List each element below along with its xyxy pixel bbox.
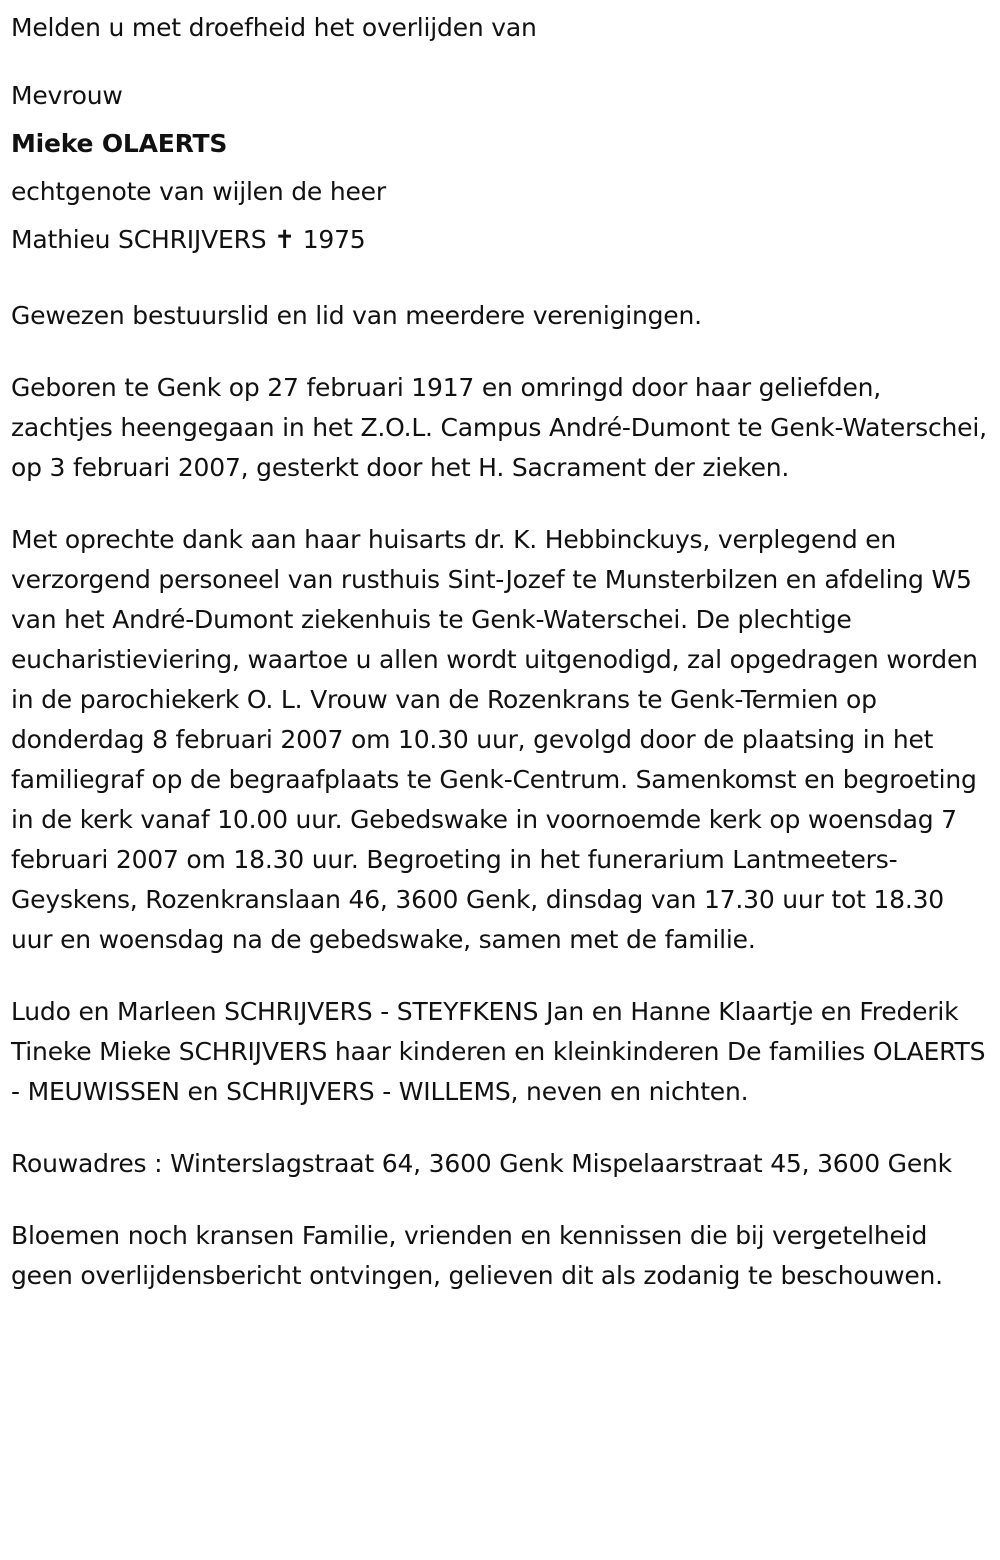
- birth-death-paragraph: Geboren te Genk op 27 februari 1917 en omringd door haar geliefden, zachtjes heengegaan in het Z.O.L. Campus André-Dumont te Genk-Waterschei, op 3 februari 2007, gesterkt door het H. Sacrament der zieken.: [11, 373, 987, 482]
- flowers-paragraph: Bloemen noch kransen Familie, vrienden en kennissen die bij vergetelheid geen overlijdensbericht ontvingen, gelieven dit als zodanig te beschouwen.: [11, 1221, 943, 1290]
- spacer: [11, 1112, 990, 1144]
- spacer: [11, 48, 990, 72]
- spacer: [11, 336, 990, 368]
- spouse-prefix: echtgenote van wijlen de heer: [11, 177, 386, 206]
- family-paragraph: Ludo en Marleen SCHRIJVERS - STEYFKENS Jan en Hanne Klaartje en Frederik Tineke Mieke SCHRIJVERS haar kinderen en kleinkinderen De families OLAERTS - MEUWISSEN en SCHRIJVERS - WILLEMS, neven en nichten.: [11, 997, 986, 1106]
- thanks-ceremony-paragraph: Met oprechte dank aan haar huisarts dr. K. Hebbinckuys, verplegend en verzorgend personeel van rusthuis Sint-Jozef te Munsterbilzen en afdeling W5 van het André-Dumont ziekenhuis te Genk-Waterschei. De plechtige eucharistieviering, waartoe u allen wordt uitgenodigd, zal opgedragen worden in de parochiekerk O. L. Vrouw van de Rozenkrans te Genk-Termien op donderdag 8 februari 2007 om 10.30 uur, gevolgd door de plaatsing in het familiegraf op de begraafplaats te Genk-Centrum. Samenkomst en begroeting in de kerk vanaf 10.00 uur. Gebedswake in voornoemde kerk op woensdag 7 februari 2007 om 18.30 uur. Begroeting in het funerarium Lantmeeters-Geyskens, Rozenkranslaan 46, 3600 Genk, dinsdag van 17.30 uur tot 18.30 uur en woensdag na de gebedswake, samen met de familie.: [11, 525, 978, 954]
- spacer: [11, 1184, 990, 1216]
- spouse-line: [11, 216, 990, 264]
- address-paragraph: Rouwadres : Winterslagstraat 64, 3600 Genk Mispelaarstraat 45, 3600 Genk: [11, 1149, 952, 1178]
- salutation: Mevrouw: [11, 81, 123, 110]
- spacer: [11, 264, 990, 296]
- cross-icon: ✝: [274, 225, 295, 254]
- spouse-name: Mathieu SCHRIJVERS: [11, 225, 267, 254]
- spacer: [11, 960, 990, 992]
- intro-line: Melden u met droefheid het overlijden van: [11, 13, 537, 42]
- spouse-death-year: 1975: [302, 225, 366, 254]
- deceased-block: [11, 72, 990, 264]
- deceased-name: Mieke OLAERTS: [11, 129, 228, 158]
- role-paragraph: Gewezen bestuurslid en lid van meerdere verenigingen.: [11, 301, 702, 330]
- spacer: [11, 488, 990, 520]
